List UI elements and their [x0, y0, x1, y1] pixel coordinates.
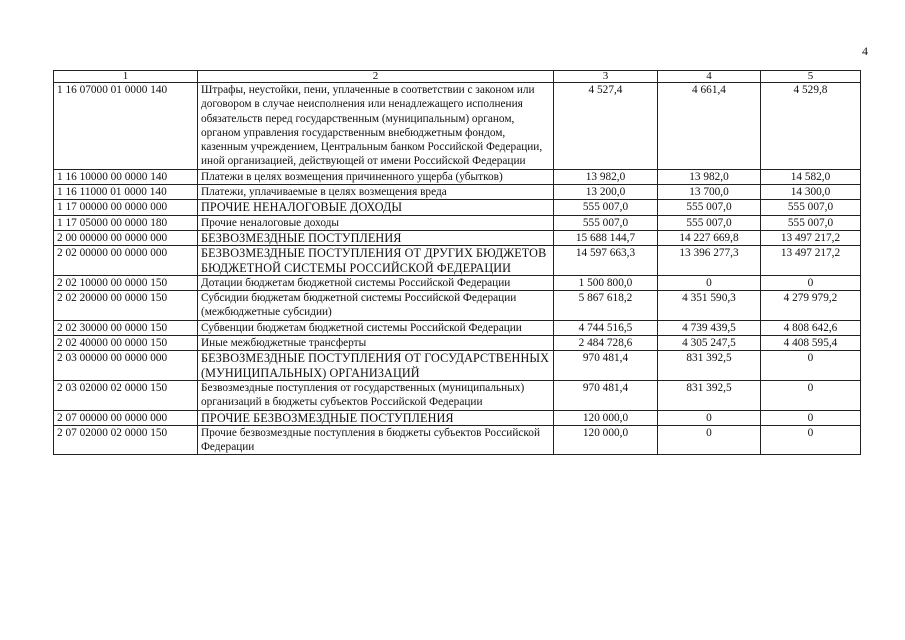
amount-year2-cell: 4 739 439,5: [658, 320, 761, 335]
amount-year3-cell: 555 007,0: [761, 215, 861, 230]
income-name-cell: Дотации бюджетам бюджетной системы Российской Федерации: [198, 275, 554, 290]
table-row: [54, 169, 861, 184]
income-name-cell: ПРОЧИЕ БЕЗВОЗМЕЗДНЫЕ ПОСТУПЛЕНИЯ: [198, 410, 554, 425]
amount-year2-cell: 14 227 669,8: [658, 230, 761, 245]
budget-code-cell: 1 17 00000 00 0000 000: [54, 200, 198, 215]
budget-code-cell: 1 16 07000 01 0000 140: [54, 83, 198, 170]
amount-year3-cell: 4 808 642,6: [761, 320, 861, 335]
column-header-code: 1: [54, 71, 198, 83]
amount-year2-cell: 4 305 247,5: [658, 336, 761, 351]
income-name-cell: ПРОЧИЕ НЕНАЛОГОВЫЕ ДОХОДЫ: [198, 200, 554, 215]
budget-code-cell: 2 02 40000 00 0000 150: [54, 336, 198, 351]
amount-year2-cell: 0: [658, 410, 761, 425]
budget-code-cell: 1 16 11000 01 0000 140: [54, 185, 198, 200]
amount-year3-cell: 4 279 979,2: [761, 291, 861, 321]
page-number: 4: [862, 44, 868, 58]
income-name-cell: БЕЗВОЗМЕЗДНЫЕ ПОСТУПЛЕНИЯ: [198, 230, 554, 245]
table-row: [54, 351, 861, 381]
budget-code-cell: 1 16 10000 00 0000 140: [54, 169, 198, 184]
income-name-cell: Платежи, уплачиваемые в целях возмещения вреда: [198, 185, 554, 200]
amount-year1-cell: 13 982,0: [554, 169, 658, 184]
table-row: [54, 230, 861, 245]
amount-year1-cell: 555 007,0: [554, 215, 658, 230]
column-header-name: 2: [198, 71, 554, 83]
table-row: [54, 83, 861, 170]
column-header-year2: 4: [658, 71, 761, 83]
amount-year2-cell: 831 392,5: [658, 351, 761, 381]
income-name-cell: Субсидии бюджетам бюджетной системы Российской Федерации (межбюджетные субсидии): [198, 291, 554, 321]
amount-year3-cell: 0: [761, 410, 861, 425]
amount-year1-cell: 120 000,0: [554, 425, 658, 455]
income-name-cell: Безвозмездные поступления от государственных (муниципальных) организаций в бюджеты субъектов Российской Федерации: [198, 380, 554, 410]
income-name-cell: Иные межбюджетные трансферты: [198, 336, 554, 351]
amount-year3-cell: 4 529,8: [761, 83, 861, 170]
header-row: [54, 71, 861, 83]
amount-year3-cell: 0: [761, 380, 861, 410]
amount-year2-cell: 0: [658, 275, 761, 290]
table-row: [54, 185, 861, 200]
amount-year2-cell: 0: [658, 425, 761, 455]
amount-year1-cell: 1 500 800,0: [554, 275, 658, 290]
budget-code-cell: 2 00 00000 00 0000 000: [54, 230, 198, 245]
budget-revenue-table: [53, 70, 861, 455]
budget-code-cell: 2 02 30000 00 0000 150: [54, 320, 198, 335]
amount-year1-cell: 5 867 618,2: [554, 291, 658, 321]
amount-year3-cell: 13 497 217,2: [761, 230, 861, 245]
income-name-cell: Платежи в целях возмещения причиненного ущерба (убытков): [198, 169, 554, 184]
amount-year3-cell: 0: [761, 275, 861, 290]
table-row: [54, 320, 861, 335]
amount-year3-cell: 14 300,0: [761, 185, 861, 200]
budget-code-cell: 2 03 00000 00 0000 000: [54, 351, 198, 381]
amount-year1-cell: 2 484 728,6: [554, 336, 658, 351]
amount-year3-cell: 4 408 595,4: [761, 336, 861, 351]
amount-year2-cell: 831 392,5: [658, 380, 761, 410]
amount-year1-cell: 555 007,0: [554, 200, 658, 215]
amount-year2-cell: 13 982,0: [658, 169, 761, 184]
column-header-year1: 3: [554, 71, 658, 83]
budget-code-cell: 2 07 02000 02 0000 150: [54, 425, 198, 455]
table-row: [54, 410, 861, 425]
amount-year2-cell: 555 007,0: [658, 200, 761, 215]
table-row: [54, 336, 861, 351]
amount-year1-cell: 970 481,4: [554, 351, 658, 381]
budget-code-cell: 2 03 02000 02 0000 150: [54, 380, 198, 410]
amount-year1-cell: 120 000,0: [554, 410, 658, 425]
amount-year3-cell: 14 582,0: [761, 169, 861, 184]
amount-year2-cell: 13 396 277,3: [658, 246, 761, 276]
budget-code-cell: 1 17 05000 00 0000 180: [54, 215, 198, 230]
amount-year3-cell: 13 497 217,2: [761, 246, 861, 276]
amount-year2-cell: 13 700,0: [658, 185, 761, 200]
amount-year1-cell: 4 744 516,5: [554, 320, 658, 335]
amount-year1-cell: 13 200,0: [554, 185, 658, 200]
amount-year2-cell: 555 007,0: [658, 215, 761, 230]
amount-year3-cell: 555 007,0: [761, 200, 861, 215]
budget-code-cell: 2 02 10000 00 0000 150: [54, 275, 198, 290]
table-row: [54, 291, 861, 321]
income-name-cell: Субвенции бюджетам бюджетной системы Российской Федерации: [198, 320, 554, 335]
income-name-cell: Прочие безвозмездные поступления в бюджеты субъектов Российской Федерации: [198, 425, 554, 455]
budget-code-cell: 2 07 00000 00 0000 000: [54, 410, 198, 425]
income-name-cell: БЕЗВОЗМЕЗДНЫЕ ПОСТУПЛЕНИЯ ОТ ГОСУДАРСТВЕННЫХ (МУНИЦИПАЛЬНЫХ) ОРГАНИЗАЦИЙ: [198, 351, 554, 381]
amount-year2-cell: 4 351 590,3: [658, 291, 761, 321]
table-row: [54, 215, 861, 230]
budget-code-cell: 2 02 20000 00 0000 150: [54, 291, 198, 321]
amount-year1-cell: 14 597 663,3: [554, 246, 658, 276]
income-name-cell: Прочие неналоговые доходы: [198, 215, 554, 230]
table-row: [54, 200, 861, 215]
amount-year2-cell: 4 661,4: [658, 83, 761, 170]
income-name-cell: БЕЗВОЗМЕЗДНЫЕ ПОСТУПЛЕНИЯ ОТ ДРУГИХ БЮДЖЕТОВ БЮДЖЕТНОЙ СИСТЕМЫ РОССИЙСКОЙ ФЕДЕРАЦИИ: [198, 246, 554, 276]
table-row: [54, 380, 861, 410]
amount-year3-cell: 0: [761, 425, 861, 455]
table-body: [54, 83, 861, 455]
table-row: [54, 246, 861, 276]
table-row: [54, 275, 861, 290]
budget-code-cell: 2 02 00000 00 0000 000: [54, 246, 198, 276]
amount-year3-cell: 0: [761, 351, 861, 381]
table-row: [54, 425, 861, 455]
column-header-year3: 5: [761, 71, 861, 83]
amount-year1-cell: 4 527,4: [554, 83, 658, 170]
income-name-cell: Штрафы, неустойки, пени, уплаченные в соответствии с законом или договором в случае неисполнения или ненадлежащего исполнения обязательств перед государственным (муниципальным) органом, органом управления государственным внебюджетным фондом, казенным учреждением, Центральным банком Российской Федерации, иной организацией, действующей от имени Российской Федерации: [198, 83, 554, 170]
amount-year1-cell: 15 688 144,7: [554, 230, 658, 245]
amount-year1-cell: 970 481,4: [554, 380, 658, 410]
